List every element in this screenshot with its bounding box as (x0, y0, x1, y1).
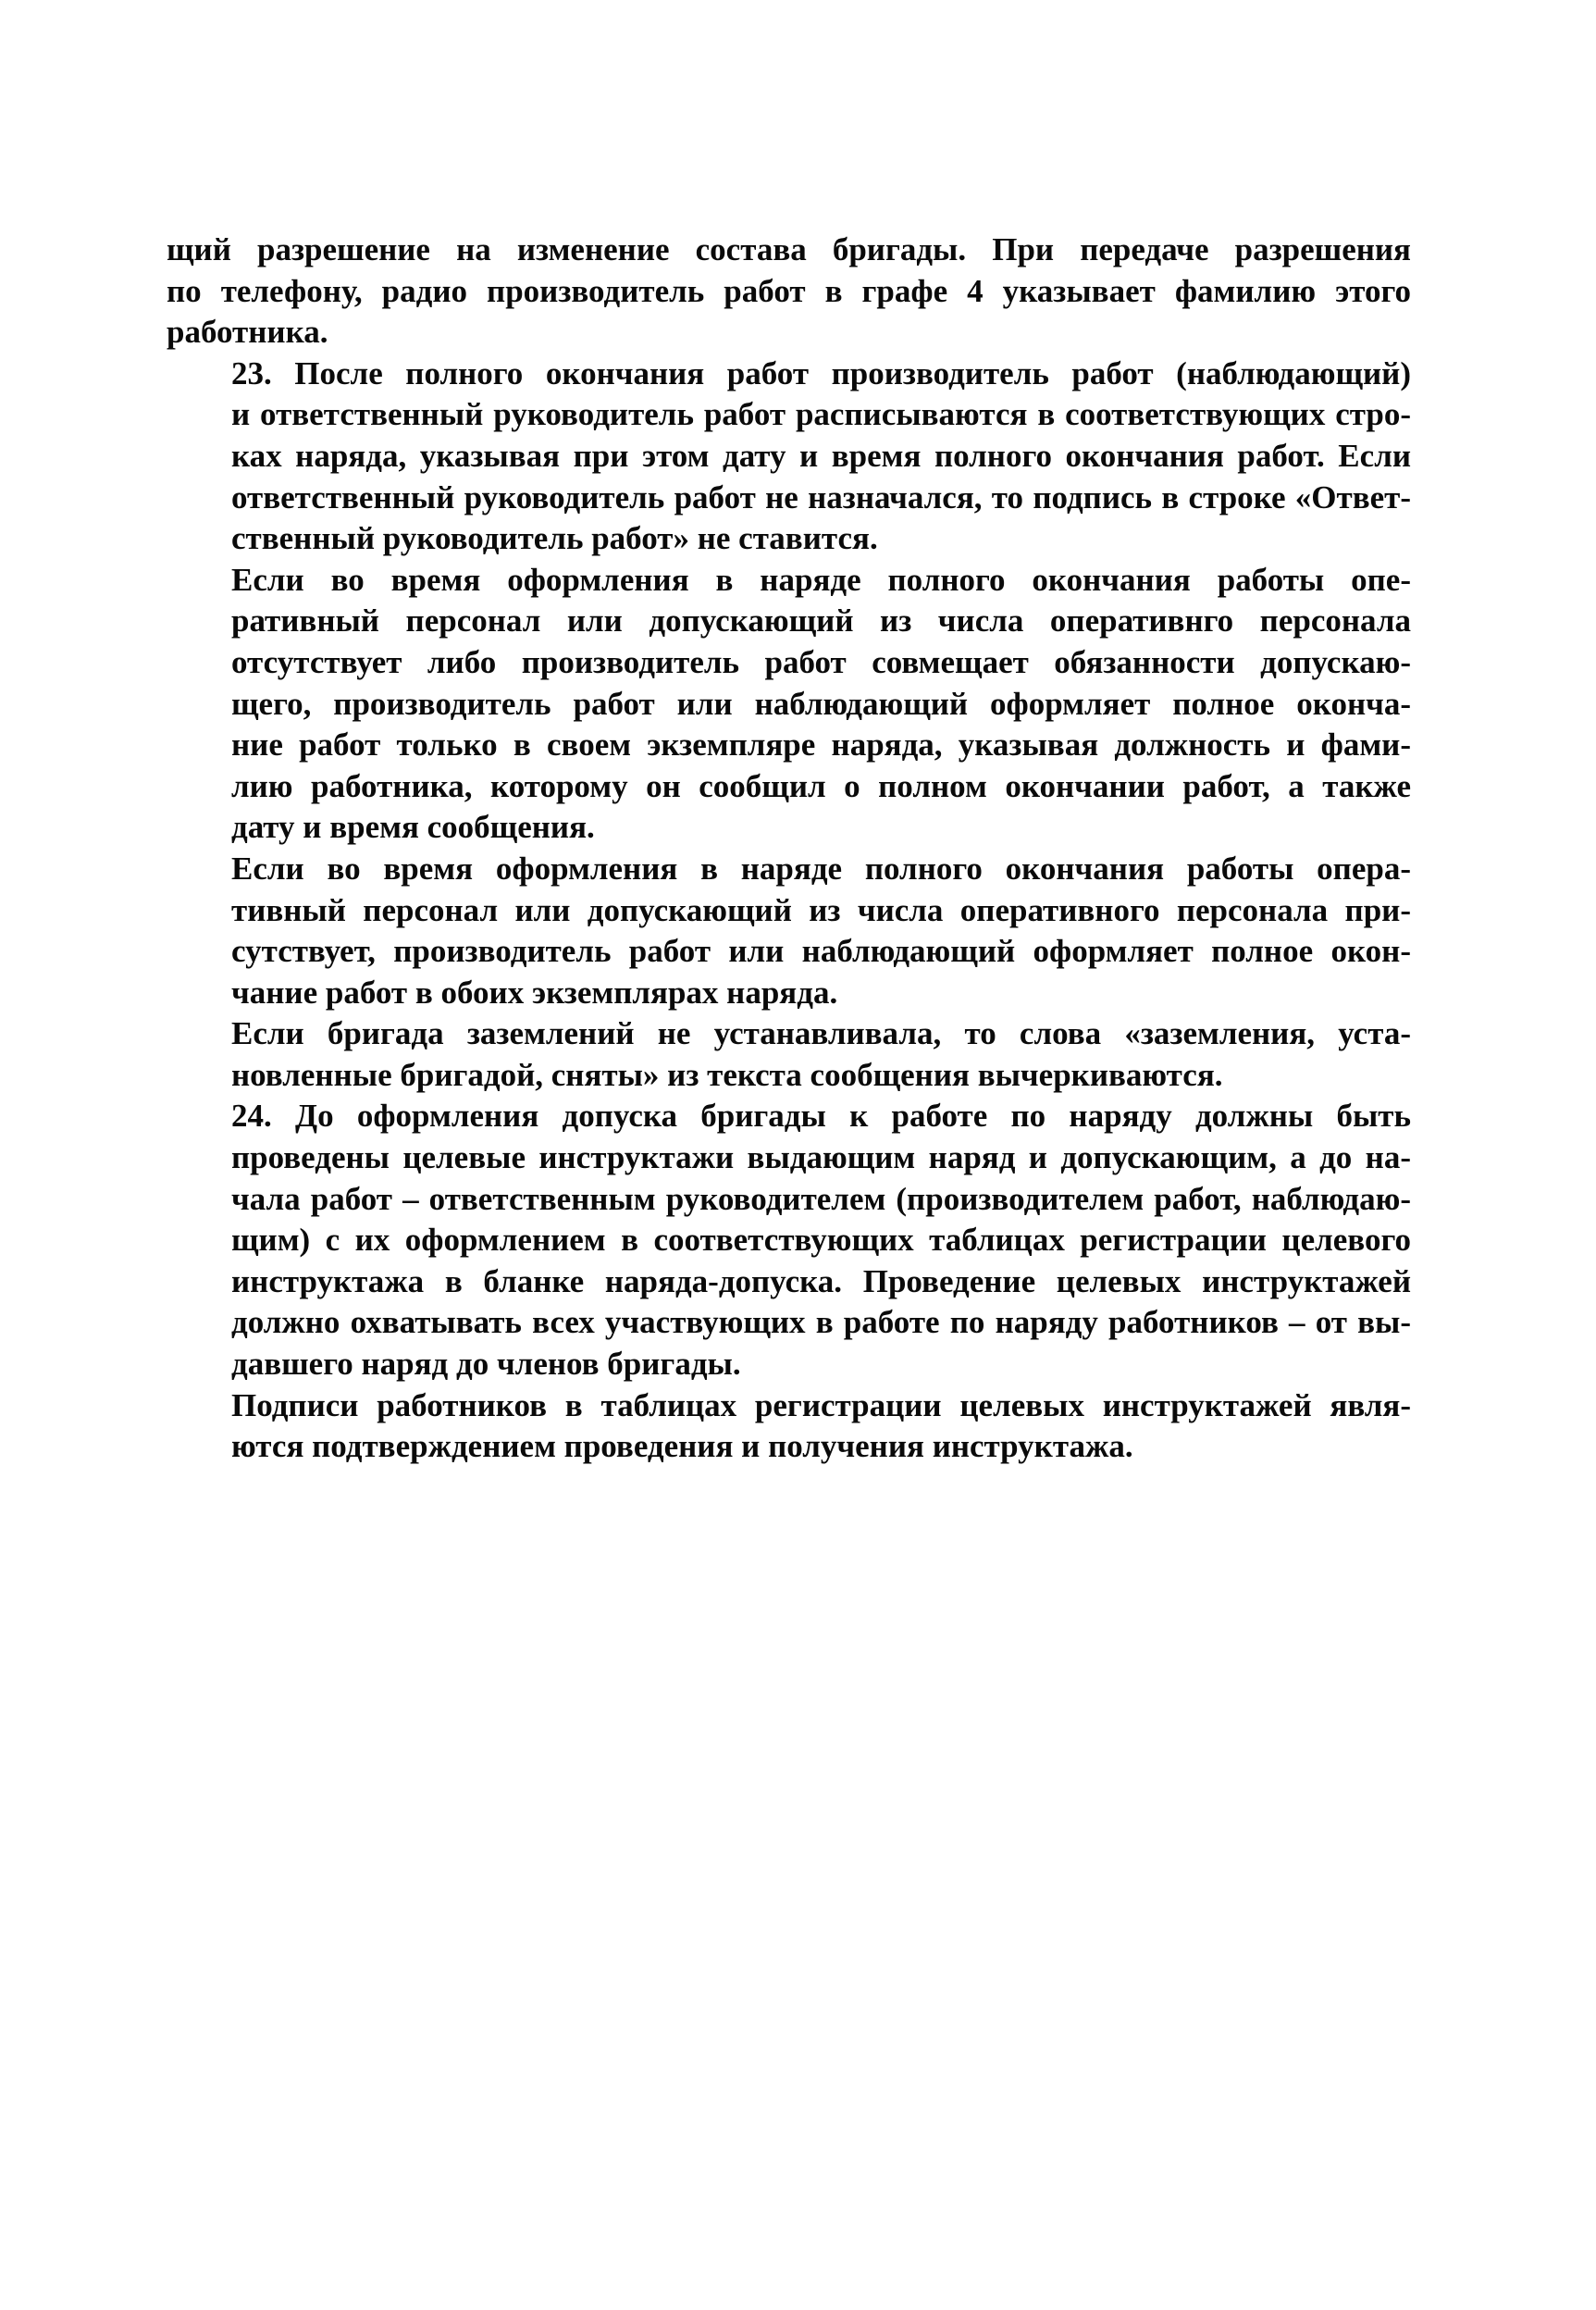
text-line: щего, производитель работ или наблюдающий оформляет полное оконча- (231, 685, 1411, 722)
paragraph-present (167, 849, 1411, 1013)
text-line: щий разрешение на изменение состава бригады. При передаче разрешения (167, 231, 1411, 267)
paragraph-24 (167, 1096, 1411, 1385)
text-line: 23. После полного окончания работ производитель работ (наблюдающий) (231, 354, 1411, 391)
text-line: ние работ только в своем экземпляре наряда, указывая должность и фами- (231, 727, 1411, 764)
text-line: ственный руководитель работ» не ставится. (231, 520, 878, 557)
paragraph-absent (167, 560, 1411, 849)
text-line: чание работ в обоих экземплярах наряда. (231, 974, 838, 1011)
text-line: Если во время оформления в наряде полного окончания работы опе- (231, 561, 1411, 598)
text-line: новленные бригадой, сняты» из текста сообщения вычеркиваются. (231, 1056, 1223, 1093)
paragraph-grounding (167, 1013, 1411, 1096)
paragraph-continuation (167, 230, 1411, 354)
text-line: тивный персонал или допускающий из числа оперативного персонала при- (231, 891, 1411, 928)
text-line: щим) с их оформлением в соответствующих таблицах регистрации целевого (231, 1222, 1411, 1259)
text-line: 24. До оформления допуска бригады к работе по наряду должны быть (231, 1098, 1411, 1135)
text-line: и ответственный руководитель работ расписываются в соответствующих стро- (231, 396, 1411, 433)
paragraph-23 (167, 354, 1411, 560)
text-line: ответственный руководитель работ не назначался, то подпись в строке «Ответ- (231, 478, 1411, 515)
text-line: сутствует, производитель работ или наблюдающий оформляет полное окон- (231, 933, 1411, 970)
text-line: давшего наряд до членов бригады. (231, 1346, 741, 1383)
text-line: лию работника, которому он сообщил о полном окончании работ, а также (231, 767, 1411, 804)
text-line: инструктажа в бланке наряда-допуска. Проведение целевых инструктажей (231, 1262, 1411, 1299)
text-line: ках наряда, указывая при этом дату и время полного окончания работ. Если (231, 437, 1411, 474)
text-line: проведены целевые инструктажи выдающим наряд и допускающим, а до на- (231, 1139, 1411, 1176)
text-line: по телефону, радио производитель работ в графе 4 указывает фамилию этого (167, 272, 1411, 309)
text-line: Подписи работников в таблицах регистрации целевых инструктажей явля- (231, 1386, 1411, 1423)
text-line: должно охватывать всех участвующих в работе по наряду работников – от вы- (231, 1304, 1411, 1341)
text-line: ются подтверждением проведения и получения инструктажа. (231, 1428, 1133, 1465)
body-text (167, 230, 1411, 1468)
text-line: Если во время оформления в наряде полного окончания работы опера- (231, 850, 1411, 887)
text-line: работника. (167, 314, 328, 351)
text-line: чала работ – ответственным руководителем (производителем работ, наблюдаю- (231, 1180, 1411, 1217)
paragraph-signatures (167, 1385, 1411, 1468)
text-line: Если бригада заземлений не устанавливала, то слова «заземления, уста- (231, 1015, 1411, 1052)
text-line: отсутствует либо производитель работ совмещает обязанности допускаю- (231, 643, 1411, 680)
text-line: ративный персонал или допускающий из числа оперативнго персонала (231, 602, 1411, 640)
text-line: дату и время сообщения. (231, 809, 595, 846)
